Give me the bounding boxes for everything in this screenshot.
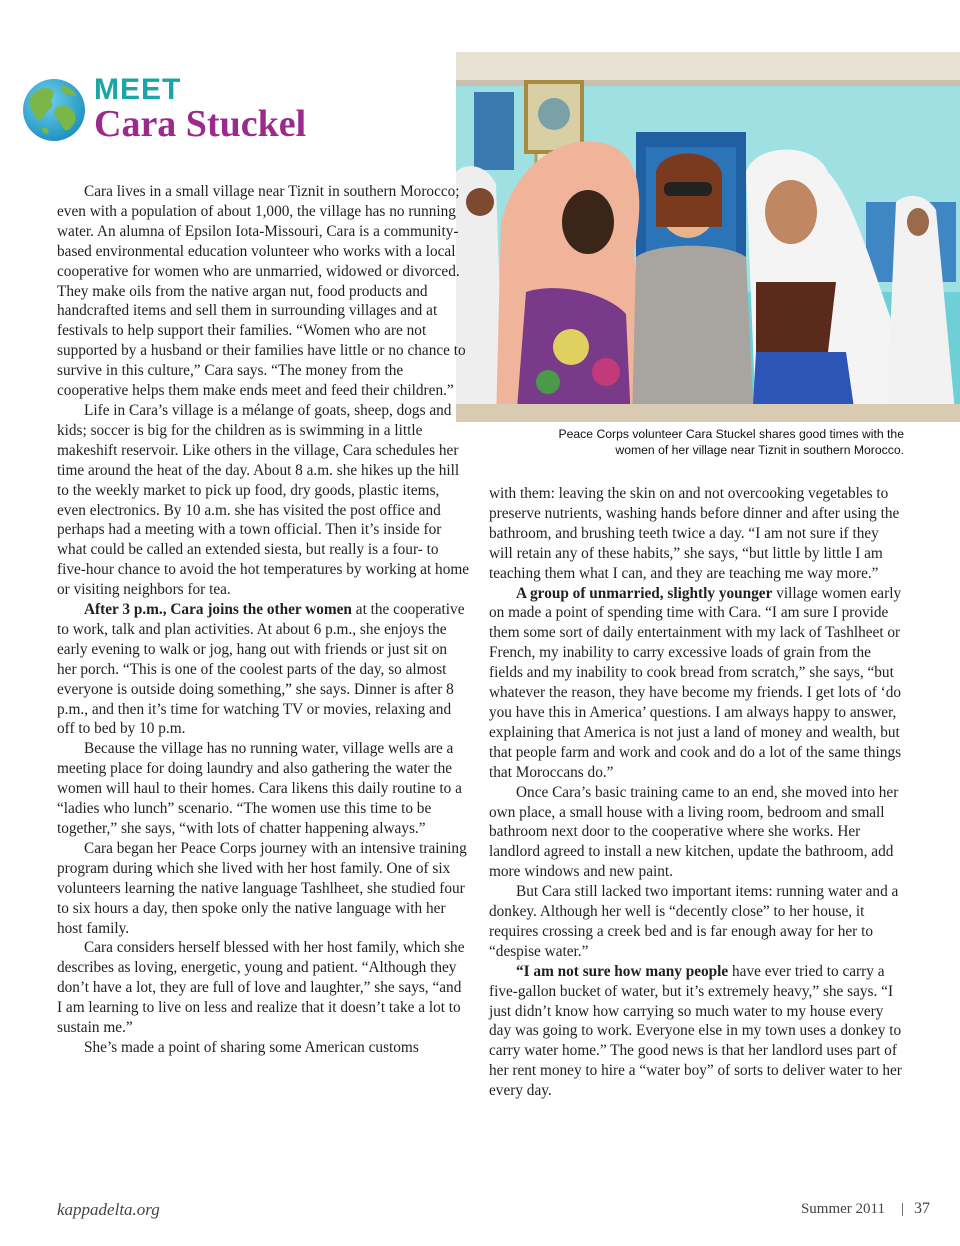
- paragraph: Because the village has no running water, village wells are a meeting place for doing laundry and also gathering the water the women will haul to their homes. Cara likens this daily routine to a “ladies who lunch” scenario. “The women use this time to be together,” she says, “with lots of chatter happening always.”: [57, 740, 462, 837]
- footer-issue-page: [801, 1200, 930, 1218]
- paragraph: But Cara still lacked two important items: running water and a donkey. Although her well is “decently close” to her house, it requires crossing a creek bed and is far enough away for her to “despise water.”: [489, 883, 899, 960]
- footer-site: kappadelta.org: [57, 1200, 160, 1219]
- article-column-right: [489, 484, 905, 1101]
- paragraph: A group of unmarried, slightly younger village women early on made a point of spending time with Cara. “I am sure I provide them some sort of daily entertainment with my lack of Tashlheet or French, my inability to carry excessive loads of grain from the fields and my inability to cook bread from scratch,” she says, “but whatever the reason, they have become my friends. I get lots of ‘do you have this in America’ questions. I am always happy to answer, explaining that America is not just a land of money and wealth, but that people farm and work and cook and do a lot of the same things that Moroccans do.”: [489, 584, 902, 781]
- paragraph: Cara began her Peace Corps journey with an intensive training program during which she lived with her host family. One of six volunteers learning the native language Tashlheet, she studied four to six hours a day, then spoke only the native language with her host family.: [57, 839, 467, 937]
- paragraph: Once Cara’s basic training came to an end, she moved into her own place, a small house with a living room, bedroom and small bathroom next door to the cooperative where she works. Her landlord agreed to install a new kitchen, update the bathroom, add more windows and new paint.: [489, 783, 899, 881]
- paragraph-lead: “I am not sure how many people: [516, 962, 729, 980]
- feature-photo: [456, 52, 960, 422]
- paragraph: Life in Cara’s village is a mélange of goats, sheep, dogs and kids; soccer is big for the children as is swimming in a little makeshift reservoir. Like others in the village, Cara schedules her time around the heat of the day. About 8 a.m. she hikes up the hill to the weekly market to pick up food, dry goods, plastic items, even electronics. By 10 a.m. she has visited the post office and perhaps had a meeting with a town official. Then it’s inside for what could be called an extended siesta, but really is a four- to five-hour chance to avoid the hot temperatures by working at home or visiting neighbors for tea.: [57, 401, 470, 599]
- paragraph-lead: After 3 p.m., Cara joins the other women: [84, 601, 352, 619]
- paragraph: with them: leaving the skin on and not overcooking vegetables to preserve nutrients, washing hands before dinner and after using the bathroom, and brushing teeth twice a day. “I am not sure if they will retain any of these habits,” she says, “but little by little I am teaching them what I can, and they are teaching me way more.”: [489, 485, 900, 582]
- footer-separator: |: [900, 1201, 904, 1217]
- paragraph: Cara lives in a small village near Tiznit in southern Morocco; even with a population of about 1,000, the village has no running water. An alumna of Epsilon Iota-Missouri, Cara is a community-based environmental education volunteer who works with a local cooperative for women who are unmarried, widowed or divorced. They make oils from the native argan nut, food products and handcrafted items and sell them in surrounding villages and at festivals to help support their families. “Women who are not supported by a husband or their families have little or no chance to survive in this culture,” Cara says. “The money from the cooperative helps them make ends meet and feed their children.”: [57, 183, 466, 400]
- caption-line: Peace Corps volunteer Cara Stuckel shares good times with the: [558, 427, 904, 441]
- paragraph: “I am not sure how many people have ever tried to carry a five-gallon bucket of water, but it’s extremely heavy,” she says. “I just didn’t know how carrying so much water to my house every day was going to work. Everyone else in my town uses a donkey to carry water home.” The good news is that her landlord uses part of her rent money to hire a “water boy” of sorts to deliver water to her every day.: [489, 962, 902, 1100]
- page-number: 37: [914, 1200, 930, 1217]
- footer-issue: Summer 2011: [800, 1201, 885, 1217]
- paragraph: After 3 p.m., Cara joins the other women at the cooperative to work, talk and plan activities. At about 6 p.m., she enjoys the early evening to walk or jog, hang out with friends or just sit on her porch. “This is one of the coolest parts of the day, so almost everyone is outside doing something,” she says. Dinner is after 8 p.m., and then it’s time for watching TV or movies, relaxing and off to bed by 10 p.m.: [57, 601, 465, 738]
- photo-caption: [460, 427, 904, 458]
- paragraph: She’s made a point of sharing some American customs: [84, 1038, 419, 1056]
- caption-line: women of her village near Tiznit in southern Morocco.: [615, 442, 904, 457]
- article-header: [22, 73, 362, 146]
- paragraph: Cara considers herself blessed with her host family, which she describes as loving, energetic, young and patient. “Although they don’t have a lot, they are full of love and laughter,” she says, “and I am learning to live on less and realize that it doesn’t take a lot to sustain me.”: [57, 939, 465, 1037]
- kicker-meet: MEET: [94, 73, 182, 106]
- globe-icon: [22, 78, 86, 142]
- page-title: Cara Stuckel: [94, 103, 307, 145]
- paragraph-lead: A group of unmarried, slightly younger: [516, 584, 773, 602]
- photo-illustration: [456, 52, 960, 422]
- article-column-left: [57, 182, 470, 1058]
